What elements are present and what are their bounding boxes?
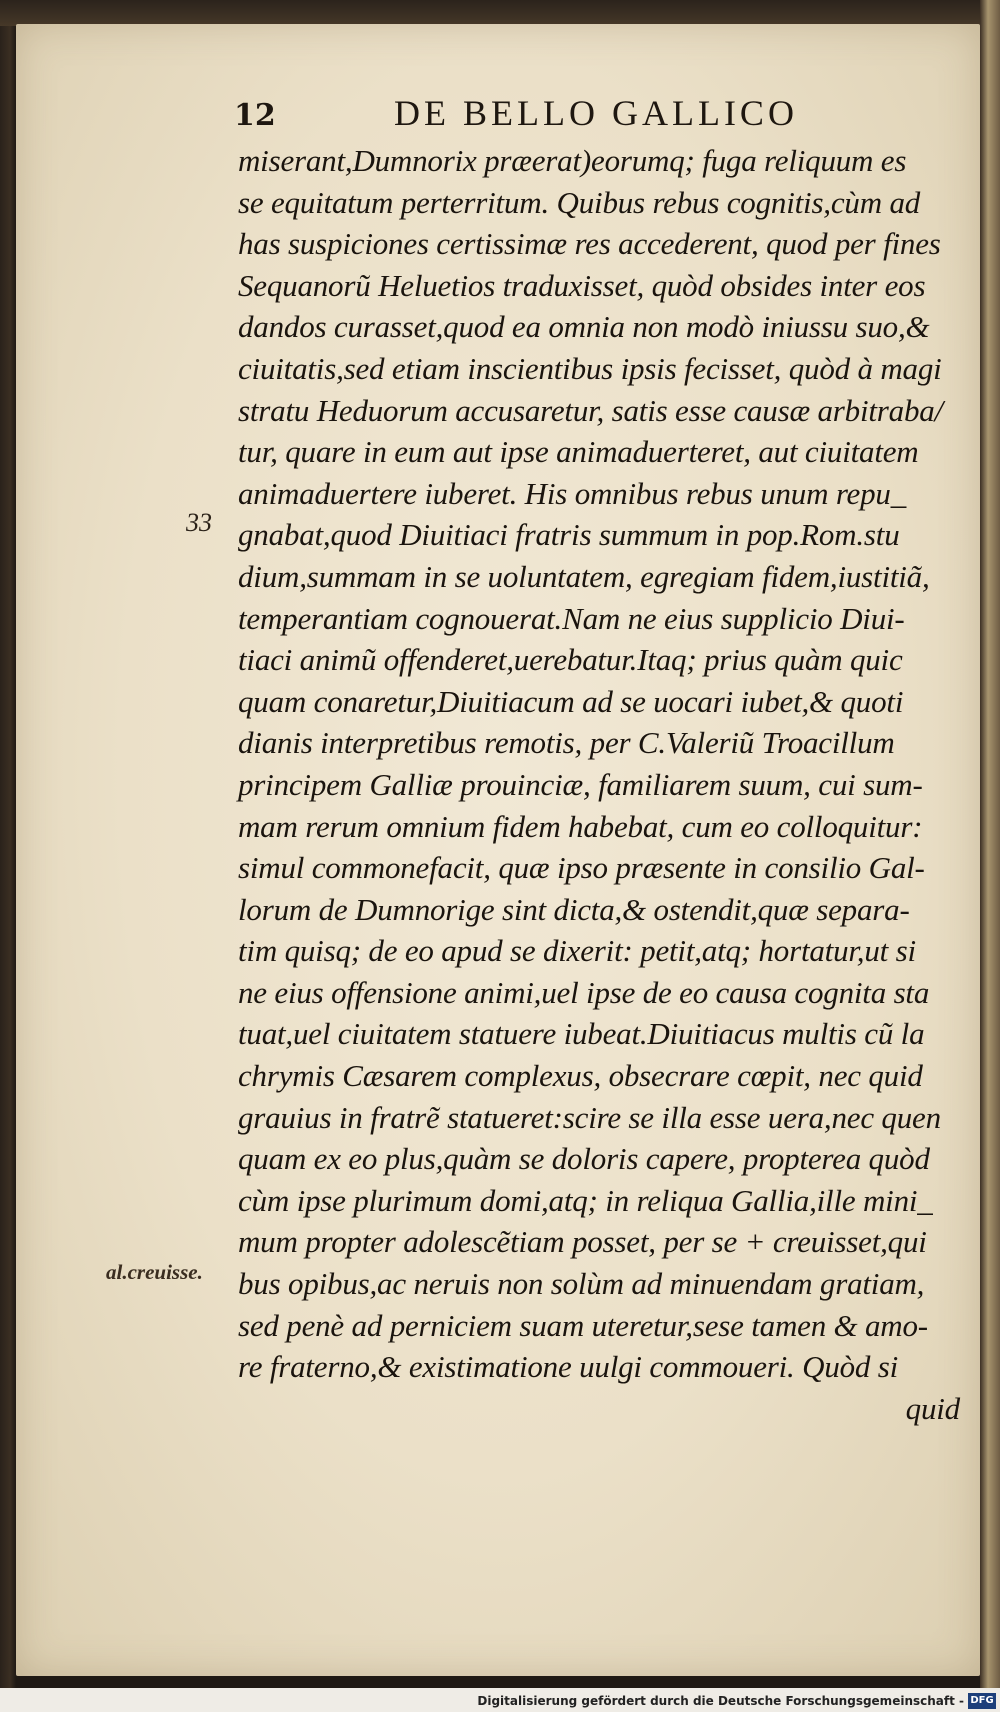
text-line: mum propter adolescẽtiam posset, per se + creuisset,qui bbox=[238, 1224, 927, 1260]
text-line: tim quisq; de eo apud se dixerit: petit,atq; hortatur,ut si bbox=[238, 933, 916, 969]
text-line: mam rerum omnium fidem habebat, cum eo colloquitur: bbox=[238, 808, 923, 844]
text-line: grauius in fratrẽ statueret:scire se illa esse uera,nec quen bbox=[238, 1099, 941, 1135]
text-line: Sequanorũ Heluetios traduxisset, quòd obsides inter eos bbox=[238, 267, 926, 303]
running-head: DE BELLO GALLICO bbox=[394, 93, 798, 133]
text-line: bus opibus,ac neruis non solùm ad minuendam gratiam, bbox=[238, 1266, 925, 1302]
text-line: ciuitatis,sed etiam inscientibus ipsis fecisset, quòd à magi bbox=[238, 350, 942, 386]
body-text bbox=[238, 140, 968, 1429]
text-line: tiaci animũ offenderet,uerebatur.Itaq; prius quàm quic bbox=[238, 642, 903, 678]
text-line: simul commonefacit, quæ ipso præsente in consilio Gal- bbox=[238, 850, 925, 886]
catchword: quid bbox=[905, 1390, 960, 1426]
footer-funding-text: Digitalisierung gefördert durch die Deutsche Forschungsgemeinschaft - bbox=[477, 1694, 964, 1708]
scan-top-edge bbox=[0, 0, 1000, 26]
text-line: dianis interpretibus remotis, per C.Valeriũ Troacillum bbox=[238, 725, 895, 761]
text-line: principem Galliæ prouinciæ, familiarem suum, cui sum- bbox=[238, 766, 923, 802]
text-line: miserant,Dumnorix præerat)eorumq; fuga reliquum es bbox=[238, 143, 907, 178]
text-line: tuat,uel ciuitatem statuere iubeat.Diuitiacus multis cũ la bbox=[238, 1016, 925, 1052]
text-line: tur, quare in eum aut ipse animaduerteret, aut ciuitatem bbox=[238, 434, 919, 470]
text-line: temperantiam cognouerat.Nam ne eius supplicio Diui- bbox=[238, 600, 905, 636]
text-line: chrymis Cæsarem complexus, obsecrare cœpit, nec quid bbox=[238, 1058, 923, 1094]
text-line: gnabat,quod Diuitiaci fratris summum in pop.Rom.stu bbox=[238, 517, 900, 553]
text-line: sed penè ad perniciem suam uteretur,sese tamen & amo- bbox=[238, 1307, 928, 1343]
text-line: se equitatum perterritum. Quibus rebus cognitis,cùm ad bbox=[238, 184, 921, 220]
text-line: re fraterno,& existimatione uulgi commoueri. Quòd si bbox=[238, 1349, 899, 1385]
page-number: 12 bbox=[234, 98, 276, 133]
dfg-logo-icon: DFG bbox=[968, 1693, 996, 1709]
text-line: ne eius offensione animi,uel ipse de eo causa cognita sta bbox=[238, 974, 930, 1010]
text-line: animaduertere iuberet. His omnibus rebus unum repu_ bbox=[238, 475, 907, 511]
text-line: has suspiciones certissimæ res accederent, quod per fines bbox=[238, 226, 941, 262]
margin-note: al.creuisse. bbox=[106, 1260, 203, 1284]
footer-bar bbox=[0, 1688, 1000, 1712]
text-line: quam conaretur,Diuitiacum ad se uocari iubet,& quoti bbox=[238, 683, 904, 719]
text-line: dium,summam in se uoluntatem, egregiam fidem,iustitiã, bbox=[238, 558, 930, 594]
text-line: quam ex eo plus,quàm se doloris capere, propterea quòd bbox=[238, 1141, 930, 1177]
text-line: dandos curasset,quod ea omnia non modò iniussu suo,& bbox=[238, 309, 930, 345]
text-line: lorum de Dumnorige sint dicta,& ostendit,quæ separa- bbox=[238, 891, 910, 927]
text-line: stratu Heduorum accusaretur, satis esse causæ arbitraba/ bbox=[238, 392, 943, 428]
book-spine-edge bbox=[980, 0, 1000, 1712]
text-line: cùm ipse plurimum domi,atq; in reliqua Gallia,ille mini_ bbox=[238, 1182, 933, 1218]
margin-chapter-number: 33 bbox=[186, 508, 212, 537]
